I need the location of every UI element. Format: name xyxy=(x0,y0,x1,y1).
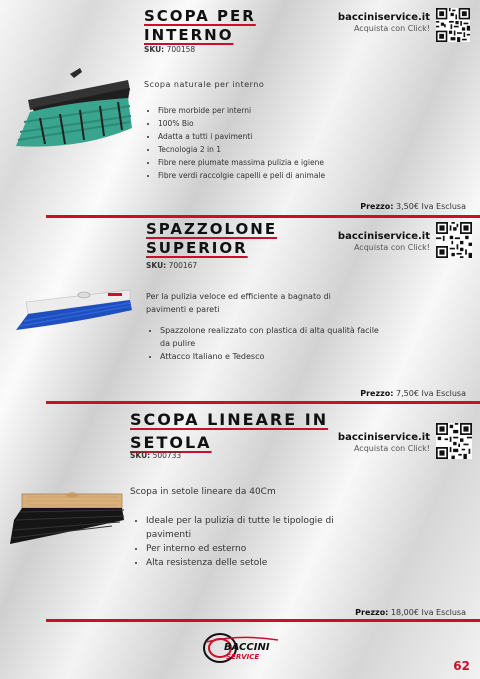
list-item: • Per interno ed esterno xyxy=(146,542,376,556)
list-item: • Fibre verdi raccolgie capelli e peli di animale xyxy=(158,169,458,182)
list-item: • Fibre morbide per interni xyxy=(158,104,458,117)
product-description: Scopa naturale per interno xyxy=(144,80,265,89)
product-title: SPAZZOLONE SUPERIOR xyxy=(146,220,278,257)
qr-code-icon[interactable] xyxy=(436,423,472,459)
divider xyxy=(46,619,480,622)
divider xyxy=(46,401,480,404)
list-item: • Attacco Italiano e Tedesco xyxy=(160,350,380,363)
sku: SKU: 700167 xyxy=(146,261,198,270)
page-number: 62 xyxy=(453,659,470,673)
brush-image xyxy=(10,288,135,336)
qr-code-icon[interactable] xyxy=(436,222,472,258)
qr-code-icon[interactable] xyxy=(436,8,470,42)
svg-text:BACCINI: BACCINI xyxy=(224,642,270,653)
product-card xyxy=(0,0,480,225)
product-description: Scopa in setole lineare da 40Cm xyxy=(130,487,276,497)
list-item: • Alta resistenza delle setole xyxy=(146,556,376,570)
brand-link[interactable]: bacciniservice.it Acquista con Click! xyxy=(337,12,430,33)
product-title: SCOPA LINEARE IN SETOLA xyxy=(130,410,329,453)
feature-list xyxy=(144,104,458,182)
product-title: SCOPA PER INTERNO xyxy=(144,7,256,44)
price: Prezzo: 3,50€ Iva Esclusa xyxy=(360,202,466,211)
list-item: • Tecnologia 2 in 1 xyxy=(158,143,458,156)
list-item: • 100% Bio xyxy=(158,117,458,130)
list-item: • Fibre nere piumate massima pulizia e igiene xyxy=(158,156,458,169)
feature-list xyxy=(132,514,376,570)
price: Prezzo: 18,00€ Iva Esclusa xyxy=(355,608,466,617)
baccini-service-logo xyxy=(200,630,282,664)
broom-image xyxy=(8,490,126,550)
svg-text:SERVICE: SERVICE xyxy=(226,653,260,661)
list-item: • Adatta a tutti i pavimenti xyxy=(158,130,458,143)
feature-list xyxy=(146,324,380,363)
list-item: • Spazzolone realizzato con plastica di alta qualità facile da pulire xyxy=(160,324,380,350)
sku: SKU: 500733 xyxy=(130,451,182,460)
brand-link[interactable]: bacciniservice.it Acquista con Click! xyxy=(337,432,430,453)
product-description: Per la pulizia veloce ed efficiente a bagnato di pavimenti e pareti xyxy=(146,292,331,314)
sku: SKU: 700158 xyxy=(144,45,196,54)
price: Prezzo: 7,50€ Iva Esclusa xyxy=(360,389,466,398)
divider xyxy=(46,215,480,218)
brand-link[interactable]: bacciniservice.it Acquista con Click! xyxy=(337,231,430,252)
broom-image xyxy=(10,60,135,155)
list-item: • Ideale per la pulizia di tutte le tipologie di pavimenti xyxy=(146,514,376,542)
